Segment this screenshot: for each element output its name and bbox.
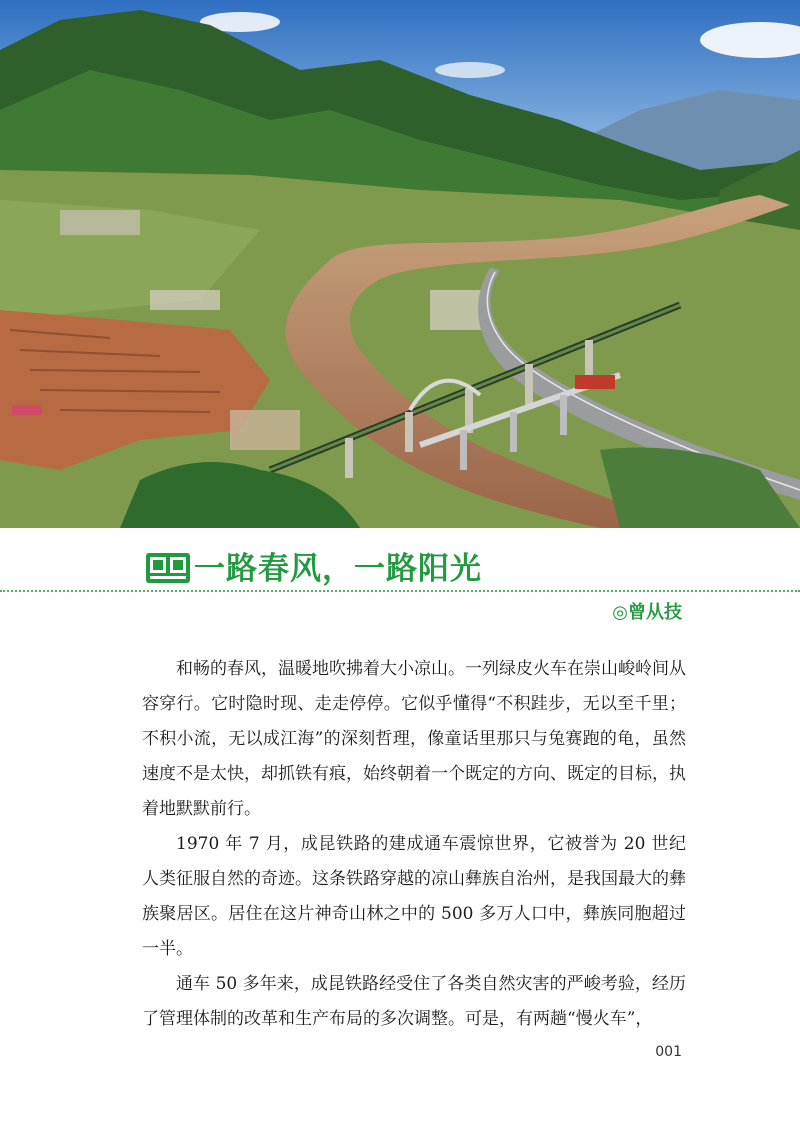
page-number: 001 (655, 1044, 682, 1060)
title-divider (0, 590, 800, 592)
paragraph: 通车 50 多年来，成昆铁路经受住了各类自然灾害的严峻考验，经历了管理体制的改革和生产布局的多次调整。可是，有两趟“慢火车”， (142, 974, 686, 1029)
paragraph: 和畅的春风，温暖地吹拂着大小凉山。一列绿皮火车在崇山峻岭间从容穿行。它时隐时现、走走停停。它似乎懂得“不积跬步，无以至千里；不积小流，无以成江海”的深刻哲理，像童话里那只与兔赛跑的龟，虽然速度不是太快，却抓铁有痕，始终朝着一个既定的方向、既定的目标，执着地默默前行。 (142, 659, 686, 819)
author-byline: ◎曾从技 (612, 602, 682, 623)
train-window-icon (145, 552, 191, 586)
paragraph: 1970 年 7 月，成昆铁路的建成通车震惊世界，它被誉为 20 世纪人类征服自然的奇迹。这条铁路穿越的凉山彝族自治州，是我国最大的彝族聚居区。居住在这片神奇山林之中的 500 多万人口中，彝族同胞超过一半。 (142, 834, 686, 959)
article-body (142, 652, 686, 1037)
hero-photo (0, 0, 800, 528)
aerial-landscape-image (0, 0, 800, 528)
article-title: 一路春风，一路阳光 (194, 551, 482, 587)
